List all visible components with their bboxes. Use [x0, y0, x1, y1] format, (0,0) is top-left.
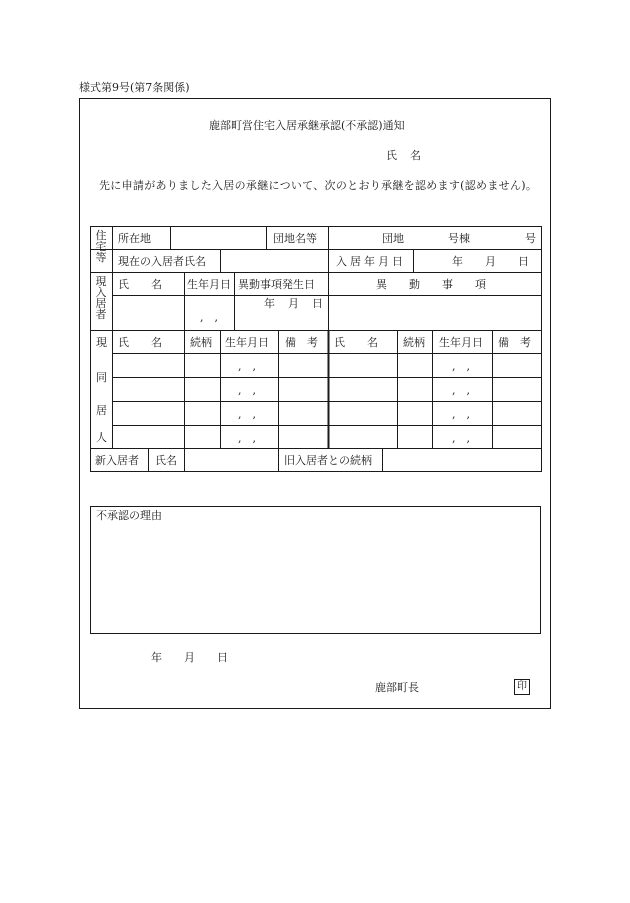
household-birthdate-right-1: , ,	[452, 359, 470, 373]
household-header-3: 居	[96, 403, 107, 417]
relation-to-old-label: 旧入居者との続柄	[284, 453, 372, 467]
household-birthdate-label-right: 生年月日	[439, 335, 483, 349]
household-name-label-right: 氏 名	[334, 335, 378, 349]
new-resident-name-label: 氏名	[155, 453, 177, 467]
change-matters-label: 異 動 事 項	[376, 277, 486, 291]
household-relation-label-left: 続柄	[190, 335, 212, 349]
new-resident-label: 新入居者	[95, 453, 139, 467]
household-birthdate-label-left: 生年月日	[225, 335, 269, 349]
household-relation-label-right: 続柄	[403, 335, 425, 349]
household-remarks-label-right: 備 考	[498, 335, 531, 349]
housing-header: 住宅等	[95, 229, 107, 264]
resident-birthdate-value: , ,	[200, 310, 218, 324]
household-birthdate-right-2: , ,	[452, 383, 470, 397]
form-number-label: 様式第9号(第7条関係)	[79, 81, 190, 94]
resident-header: 現入居者	[95, 275, 107, 321]
current-resident-name-label: 現在の入居者氏名	[118, 254, 206, 268]
household-birthdate-left-3: , ,	[238, 407, 256, 421]
move-in-date-label: 入居年月日	[336, 254, 406, 268]
household-remarks-label-left: 備 考	[285, 335, 318, 349]
resident-name-label: 氏 名	[118, 277, 162, 291]
reason-label: 不承認の理由	[96, 509, 162, 522]
household-header-2: 同	[96, 370, 107, 384]
body-paragraph: 先に申請がありました入居の承継について、次のとおり承継を認めます(認めません)。	[99, 179, 538, 192]
change-date-value: 年 月 日	[264, 297, 324, 310]
recipient-name-label: 氏 名	[386, 149, 422, 162]
household-birthdate-right-4: , ,	[452, 431, 470, 445]
household-birthdate-left-4: , ,	[238, 431, 256, 445]
mayor-signature: 鹿部町長	[375, 681, 419, 694]
household-birthdate-right-3: , ,	[452, 407, 470, 421]
location-label: 所在地	[118, 231, 151, 245]
household-birthdate-left-2: , ,	[238, 383, 256, 397]
change-date-label: 異動事項発生日	[238, 277, 315, 291]
complex-name-label: 団地名等	[273, 231, 317, 245]
household-header-1: 現	[96, 335, 107, 349]
complex-unit-text: 団地 号棟 号	[382, 231, 536, 245]
reason-box	[90, 506, 541, 634]
issue-date-line: 年 月 日	[151, 651, 228, 664]
resident-birthdate-label: 生年月日	[187, 277, 231, 291]
household-name-label-left: 氏 名	[118, 335, 162, 349]
household-header-4: 人	[96, 430, 107, 444]
move-in-date-value: 年 月 日	[452, 254, 529, 268]
document-title: 鹿部町営住宅入居承継承認(不承認)通知	[209, 119, 405, 132]
household-birthdate-left-1: , ,	[238, 359, 256, 373]
seal-mark: 印	[514, 679, 530, 695]
